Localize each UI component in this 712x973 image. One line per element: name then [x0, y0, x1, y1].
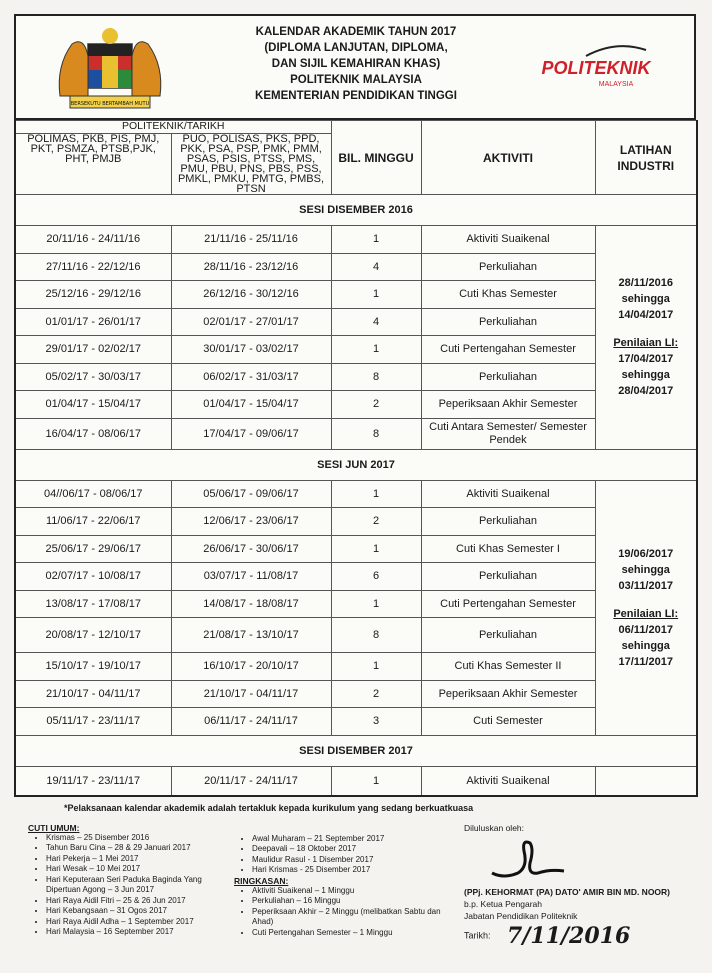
approver-dept: Jabatan Pendidikan Politeknik: [464, 910, 578, 921]
weeks: 4: [331, 308, 421, 336]
calendar-table: [14, 120, 698, 797]
list-item: • Hari Pekerja – 1 Mei 2017: [46, 854, 238, 865]
weeks: 8: [331, 418, 421, 449]
approval-date: [464, 923, 630, 949]
table-row: [15, 281, 697, 309]
aktiviti-header: AKTIVITI: [421, 121, 595, 195]
penilaian-label: Penilaian LI:: [613, 337, 679, 350]
latihan-line: 17/11/2017: [618, 655, 673, 668]
weeks: 2: [331, 508, 421, 536]
bil-minggu-header: BIL. MINGGU: [331, 121, 421, 195]
list-item: • Maulidur Rasul - 1 Disember 2017: [252, 855, 449, 866]
politeknik-tarikh-header: POLITEKNIK/TARIKH: [15, 121, 331, 134]
table-row: [15, 363, 697, 391]
table-row: [15, 391, 697, 419]
activity: Perkuliahan: [421, 508, 595, 536]
latihan-line: 17/04/2017: [618, 353, 674, 366]
table-row: [15, 653, 697, 681]
date-range-a: 15/10/17 - 19/10/17: [15, 653, 171, 681]
approver-name: (PPj. KEHORMAT (PA) DATO' AMIR BIN MD. NOOR): [464, 886, 671, 897]
latihan-line: 06/11/2017: [618, 623, 673, 636]
date-range-b: 06/02/17 - 31/03/17: [171, 363, 331, 391]
list-item: • Deepavali – 18 Oktober 2017: [252, 844, 449, 855]
list-item: • Perkuliahan – 16 Minggu: [252, 896, 449, 907]
activity: Cuti Khas Semester I: [421, 535, 595, 563]
activity: Aktiviti Suaikenal: [421, 226, 595, 254]
activity: Cuti Pertengahan Semester: [421, 590, 595, 618]
cuti-umum-list-1: [28, 823, 238, 938]
date-range-a: 25/06/17 - 29/06/17: [15, 535, 171, 563]
table-row: [15, 418, 697, 449]
footer-section: [14, 823, 696, 973]
date-range-a: 21/10/17 - 04/11/17: [15, 680, 171, 708]
document-title: [206, 24, 506, 104]
coat-of-arms-icon: [50, 26, 170, 112]
latihan-line: 03/11/2017: [618, 579, 673, 592]
footnote: *Pelaksanaan kalendar akademik adalah tertakluk kepada kurikulum yang sedang berkuatkuasa: [64, 802, 474, 813]
session-title: SESI DISEMBER 2016: [15, 195, 697, 226]
date-range-a: 25/12/16 - 29/12/16: [15, 281, 171, 309]
date-range-a: 05/02/17 - 30/03/17: [15, 363, 171, 391]
activity: Peperiksaan Akhir Semester: [421, 391, 595, 419]
title-line: DAN SIJIL KEMAHIRAN KHAS): [271, 58, 441, 70]
activity: Peperiksaan Akhir Semester: [421, 680, 595, 708]
date-range-a: 13/08/17 - 17/08/17: [15, 590, 171, 618]
activity: Perkuliahan: [421, 363, 595, 391]
table-row: [15, 336, 697, 364]
table-row: [15, 480, 697, 508]
activity: Aktiviti Suaikenal: [421, 766, 595, 796]
date-range-b: 17/04/17 - 09/06/17: [171, 418, 331, 449]
weeks: 1: [331, 535, 421, 563]
weeks: 1: [331, 590, 421, 618]
title-line: KEMENTERIAN PENDIDIKAN TINGGI: [255, 90, 457, 102]
table-row: [15, 308, 697, 336]
date-range-a: 11/06/17 - 22/06/17: [15, 508, 171, 536]
weeks: 1: [331, 336, 421, 364]
latihan-industri-cell: [595, 480, 697, 735]
activity: Cuti Semester: [421, 708, 595, 736]
table-row: [15, 680, 697, 708]
date-range-a: 20/08/17 - 12/10/17: [15, 618, 171, 653]
ringkasan-title: RINGKASAN:: [234, 875, 289, 886]
list-item: • Hari Wesak – 10 Mei 2017: [46, 864, 238, 875]
activity: Aktiviti Suaikenal: [421, 480, 595, 508]
date-range-a: 27/11/16 - 22/12/16: [15, 253, 171, 281]
title-line: (DIPLOMA LANJUTAN, DIPLOMA,: [264, 42, 448, 54]
list-item: • Awal Muharam – 21 September 2017: [252, 834, 449, 845]
weeks: 1: [331, 653, 421, 681]
date-range-a: 29/01/17 - 02/02/17: [15, 336, 171, 364]
weeks: 4: [331, 253, 421, 281]
date-range-b: 06/11/17 - 24/11/17: [171, 708, 331, 736]
title-line: KALENDAR AKADEMIK TAHUN 2017: [255, 26, 457, 38]
calendar-page: [14, 14, 696, 973]
activity: Cuti Khas Semester: [421, 281, 595, 309]
date-range-b: 12/06/17 - 23/06/17: [171, 508, 331, 536]
cuti-umum-title: CUTI UMUM:: [28, 822, 80, 833]
list-item: • Hari Kebangsaan – 31 Ogos 2017: [46, 906, 238, 917]
approval-block: [464, 822, 694, 949]
column-group-row: [15, 121, 697, 134]
session-title: SESI JUN 2017: [15, 449, 697, 480]
latihan-line: sehingga: [621, 563, 670, 576]
weeks: 3: [331, 708, 421, 736]
date-range-b: 26/12/16 - 30/12/16: [171, 281, 331, 309]
cuti-umum-list-2: [234, 823, 449, 939]
latihan-line: sehingga: [621, 369, 670, 382]
title-line: POLITEKNIK MALAYSIA: [290, 74, 422, 86]
session-header-row: [15, 449, 697, 480]
date-range-a: 05/11/17 - 23/11/17: [15, 708, 171, 736]
date-range-b: 21/11/16 - 25/11/16: [171, 226, 331, 254]
weeks: 8: [331, 363, 421, 391]
crest-caption: BERSEKUTU BERTAMBAH MUTU: [70, 101, 150, 107]
approval-label: Diluluskan oleh:: [464, 822, 525, 833]
date-range-a: 01/04/17 - 15/04/17: [15, 391, 171, 419]
activity: Perkuliahan: [421, 563, 595, 591]
list-item: • Hari Malaysia – 16 September 2017: [46, 927, 238, 938]
activity: Cuti Antara Semester/ Semester Pendek: [421, 418, 595, 449]
logo-sub: MALAYSIA: [598, 81, 634, 88]
date-range-a: 02/07/17 - 10/08/17: [15, 563, 171, 591]
activity: Perkuliahan: [421, 618, 595, 653]
latihan-line: 28/11/2016: [618, 277, 673, 290]
latihan-line: 14/04/2017: [618, 309, 674, 322]
date-range-a: 16/04/17 - 08/06/17: [15, 418, 171, 449]
list-item: • Hari Raya Aidil Fitri – 25 & 26 Jun 2017: [46, 896, 238, 907]
table-row: [15, 563, 697, 591]
list-item: • Cuti Pertengahan Semester – 1 Minggu: [252, 928, 449, 939]
weeks: 8: [331, 618, 421, 653]
weeks: 1: [331, 226, 421, 254]
tarikh-label: Tarikh:: [464, 929, 491, 940]
date-range-b: 30/01/17 - 03/02/17: [171, 336, 331, 364]
activity: Cuti Khas Semester II: [421, 653, 595, 681]
table-row: [15, 253, 697, 281]
approver-role: b.p. Ketua Pengarah: [464, 898, 542, 909]
list-item: • Tahun Baru Cina – 28 & 29 Januari 2017: [46, 843, 238, 854]
polytechnic-group-2: PUO, POLISAS, PKS, PPD, PKK, PSA, PSP, PMK, PMM, PSAS, PSIS, PTSS, PMS, PMU, PBU, PNS, PBS, PSS, PMKL, PMKU, PMTG, PMBS, PTSN: [171, 134, 331, 195]
weeks: 1: [331, 281, 421, 309]
date-range-b: 20/11/17 - 24/11/17: [171, 766, 331, 796]
date-range-b: 21/08/17 - 13/10/17: [171, 618, 331, 653]
table-row: [15, 226, 697, 254]
table-row: [15, 708, 697, 736]
document-header: [14, 14, 696, 120]
date-range-b: 14/08/17 - 18/08/17: [171, 590, 331, 618]
weeks: 2: [331, 680, 421, 708]
latihan-line: 19/06/2017: [618, 547, 674, 560]
date-range-a: 01/01/17 - 26/01/17: [15, 308, 171, 336]
date-range-b: 28/11/16 - 23/12/16: [171, 253, 331, 281]
weeks: 1: [331, 766, 421, 796]
activity: Perkuliahan: [421, 253, 595, 281]
list-item: • Hari Krismas - 25 Disember 2017: [252, 865, 449, 876]
activity: Perkuliahan: [421, 308, 595, 336]
latihan-industri-header: LATIHAN INDUSTRI: [595, 121, 697, 195]
list-item: • Krismas – 25 Disember 2016: [46, 833, 238, 844]
tarikh-value: 7/11/2016: [507, 922, 631, 949]
weeks: 6: [331, 563, 421, 591]
latihan-industri-cell: [595, 226, 697, 450]
list-item: • Aktiviti Suaikenal – 1 Minggu: [252, 886, 449, 897]
table-row: [15, 766, 697, 796]
date-range-a: 20/11/16 - 24/11/16: [15, 226, 171, 254]
date-range-b: 02/01/17 - 27/01/17: [171, 308, 331, 336]
list-item: • Peperiksaan Akhir – 2 Minggu (melibatkan Sabtu dan Ahad): [252, 907, 449, 928]
date-range-b: 05/06/17 - 09/06/17: [171, 480, 331, 508]
latihan-line: sehingga: [621, 293, 670, 306]
penilaian-label: Penilaian LI:: [613, 607, 679, 620]
date-range-b: 26/06/17 - 30/06/17: [171, 535, 331, 563]
politeknik-logo: [516, 36, 676, 96]
latihan-line: 28/04/2017: [618, 385, 674, 398]
list-item: • Hari Raya Aidil Adha – 1 September 2017: [46, 917, 238, 928]
table-row: [15, 508, 697, 536]
session-header-row: [15, 195, 697, 226]
signature-icon: [484, 833, 574, 883]
logo-text: POLITEKNIK: [541, 58, 651, 78]
table-row: [15, 535, 697, 563]
table-row: [15, 618, 697, 653]
session-header-row: [15, 735, 697, 766]
latihan-line: sehingga: [621, 639, 670, 652]
table-row: [15, 590, 697, 618]
latihan-empty-cell: [595, 766, 697, 796]
polytechnic-group-1: POLIMAS, PKB, PIS, PMJ, PKT, PSMZA, PTSB,PJK, PHT, PMJB: [15, 134, 171, 195]
weeks: 1: [331, 480, 421, 508]
date-range-b: 16/10/17 - 20/10/17: [171, 653, 331, 681]
list-item: • Hari Keputeraan Seri Paduka Baginda Yang Dipertuan Agong – 3 Jun 2017: [46, 875, 238, 896]
date-range-a: 19/11/17 - 23/11/17: [15, 766, 171, 796]
weeks: 2: [331, 391, 421, 419]
activity: Cuti Pertengahan Semester: [421, 336, 595, 364]
date-range-b: 01/04/17 - 15/04/17: [171, 391, 331, 419]
session-title: SESI DISEMBER 2017: [15, 735, 697, 766]
date-range-a: 04//06/17 - 08/06/17: [15, 480, 171, 508]
date-range-b: 03/07/17 - 11/08/17: [171, 563, 331, 591]
date-range-b: 21/10/17 - 04/11/17: [171, 680, 331, 708]
